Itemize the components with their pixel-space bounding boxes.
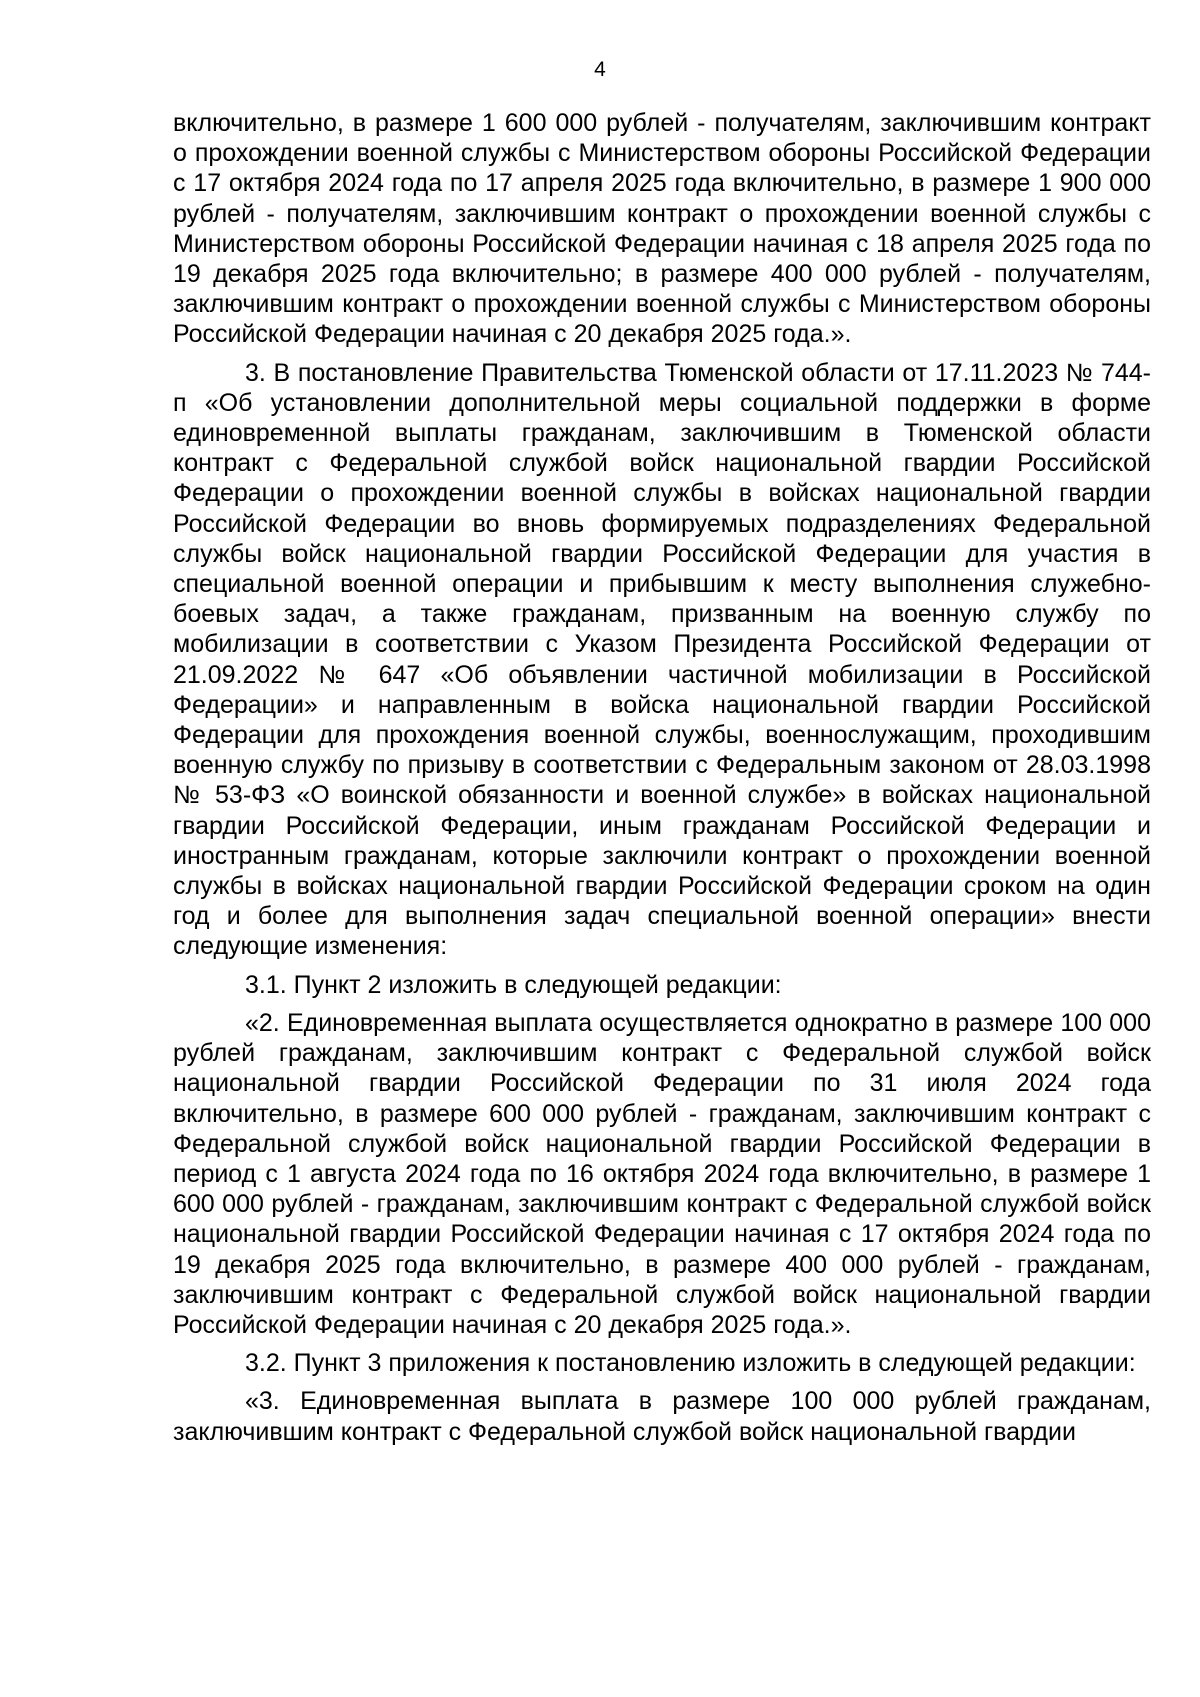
paragraph-item-3: 3. В постановление Правительства Тюменской области от 17.11.2023 № 744-п «Об установлении дополнительной меры социальной поддержки в форме единовременной выплаты гражданам, заключившим в Тюменской области контракт с Федеральной службой войск национальной гвардии Российской Федерации о прохождении военной службы в войсках национальной гвардии Российской Федерации во вновь формируемых подразделениях Федеральной службы войск национальной гвардии Российской Федерации для участия в специальной военной операции и прибывшим к месту выполнения служебно-боевых задач, а также гражданам, призванным на военную службу по мобилизации в соответствии с Указом Президента Российской Федерации от 21.09.2022 № 647 «Об объявлении частичной мобилизации в Российской Федерации» и направленным в войска национальной гвардии Российской Федерации для прохождения военной службы, военнослужащим, проходившим военную службу по призыву в соответствии с Федеральным законом от 28.03.1998 № 53-ФЗ «О воинской обязанности и военной службе» в войсках национальной гвардии Российской Федерации, иным гражданам Российской Федерации и иностранным гражданам, которые заключили контракт о прохождении военной службы в войсках национальной гвардии Российской Федерации сроком на один год и более для выполнения задач специальной военной операции» внести следующие изменения: bbox=[173, 358, 1151, 961]
document-body bbox=[173, 108, 1151, 1455]
page-number: 4 bbox=[594, 58, 606, 81]
paragraph-continuation: включительно, в размере 1 600 000 рублей - получателям, заключившим контракт о прохождении военной службы с Министерством обороны Российской Федерации с 17 октября 2024 года по 17 апреля 2025 года включительно, в размере 1 900 000 рублей - получателям, заключившим контракт о прохождении военной службы с Министерством обороны Российской Федерации начиная с 18 апреля 2025 года по 19 декабря 2025 года включительно; в размере 400 000 рублей - получателям, заключившим контракт о прохождении военной службы с Министерством обороны Российской Федерации начиная с 20 декабря 2025 года.». bbox=[173, 109, 1151, 349]
paragraph-item-3-2: 3.2. Пункт 3 приложения к постановлению изложить в следующей редакции: bbox=[245, 1349, 1136, 1378]
paragraph-item-3-1: 3.1. Пункт 2 изложить в следующей редакции: bbox=[245, 970, 782, 999]
paragraph-quoted-item-2: «2. Единовременная выплата осуществляется однократно в размере 100 000 рублей гражданам, заключившим контракт с Федеральной службой войск национальной гвардии Российской Федерации по 31 июля 2024 года включительно, в размере 600 000 рублей - гражданам, заключившим контракт с Федеральной службой войск национальной гвардии Российской Федерации в период с 1 августа 2024 года по 16 октября 2024 года включительно, в размере 1 600 000 рублей - гражданам, заключившим контракт с Федеральной службой войск национальной гвардии Российской Федерации начиная с 17 октября 2024 года по 19 декабря 2025 года включительно, в размере 400 000 рублей - гражданам, заключившим контракт с Федеральной службой войск национальной гвардии Российской Федерации начиная с 20 декабря 2025 года.». bbox=[173, 1008, 1151, 1339]
paragraph-quoted-item-3: «3. Единовременная выплата в размере 100 000 рублей гражданам, заключившим контракт с Федеральной службой войск национальной гвардии bbox=[173, 1387, 1151, 1446]
